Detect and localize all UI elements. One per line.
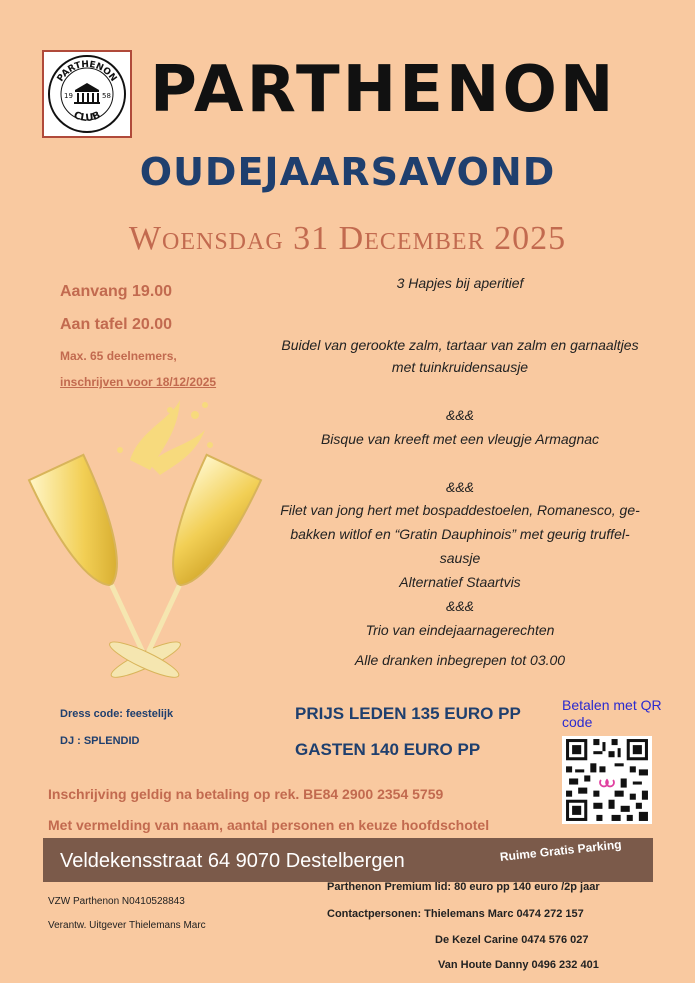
vzw-number: VZW Parthenon N0410528843 <box>48 896 185 907</box>
menu-item: Buidel van gerookte zalm, tartaar van zalm en garnaaltjes <box>281 337 639 353</box>
mention-condition: Met vermelding van naam, aantal personen en keuze hoofdschotel <box>48 817 490 833</box>
parthenon-club-seal-icon <box>44 52 130 136</box>
menu-separator: &&& <box>445 598 474 614</box>
publisher: Verantw. Uitgever Thielemans Marc <box>48 920 206 931</box>
menu-item: sausje <box>439 550 481 566</box>
max-participants: Max. 65 deelnemers, <box>60 349 177 363</box>
menu-item: met tuinkruidensausje <box>391 359 529 375</box>
svg-text:19: 19 <box>64 92 73 100</box>
event-date: Woensdag 31 December 2025 <box>128 220 567 257</box>
menu-item: bakken witlof en “Gratin Dauphinois” met geurig truffel- <box>290 526 630 542</box>
svg-text:CLUB: CLUB <box>71 109 103 125</box>
payment-condition: Inschrijving geldig na betaling op rek. BE84 2900 2354 5759 <box>48 786 444 802</box>
contact-person: De Kezel Carine 0474 576 027 <box>435 934 589 946</box>
menu-item: 3 Hapjes bij aperitief <box>396 275 524 291</box>
venue-address: Veldekensstraat 64 9070 Destelbergen <box>60 850 405 872</box>
member-price: PRIJS LEDEN 135 EURO PP <box>295 704 521 723</box>
premium-membership: Parthenon Premium lid: 80 euro pp 140 euro /2p jaar <box>327 881 600 893</box>
parking-note: Ruime Gratis Parking <box>499 837 623 864</box>
contact-person: Contactpersonen: Thielemans Marc 0474 272 157 <box>327 908 584 920</box>
menu-item: Alternatief Staartvis <box>399 574 521 590</box>
drinks-note: Alle dranken inbegrepen tot 03.00 <box>354 652 566 668</box>
champagne-glasses-icon <box>0 390 310 700</box>
menu-separator: &&& <box>445 407 474 423</box>
qr-code-icon[interactable] <box>562 736 652 824</box>
dinner-time: Aan tafel 20.00 <box>60 316 173 333</box>
svg-text:58: 58 <box>102 92 111 100</box>
contact-person: Van Houte Danny 0496 232 401 <box>438 959 599 971</box>
registration-deadline: inschrijven voor 18/12/2025 <box>60 375 217 389</box>
menu-item: Filet van jong hert met bospaddestoelen, Romanesco, ge- <box>280 502 640 518</box>
svg-text:PARTHENON: PARTHENON <box>55 59 119 84</box>
brand-title: PARTHENON <box>150 53 617 127</box>
dj-info: DJ : SPLENDID <box>60 735 140 747</box>
guest-price: GASTEN 140 EURO PP <box>295 740 481 759</box>
menu-item: Trio van eindejaarnagerechten <box>365 622 555 638</box>
event-title: OUDEJAARSAVOND <box>139 150 556 194</box>
menu-separator: &&& <box>445 479 474 495</box>
dress-code: Dress code: feestelijk <box>60 708 174 720</box>
club-logo <box>42 50 132 138</box>
menu-item: Bisque van kreeft met een vleugje Armagnac <box>320 431 600 447</box>
start-time: Aanvang 19.00 <box>60 283 173 300</box>
qr-label: Betalen met QR code <box>562 697 662 730</box>
